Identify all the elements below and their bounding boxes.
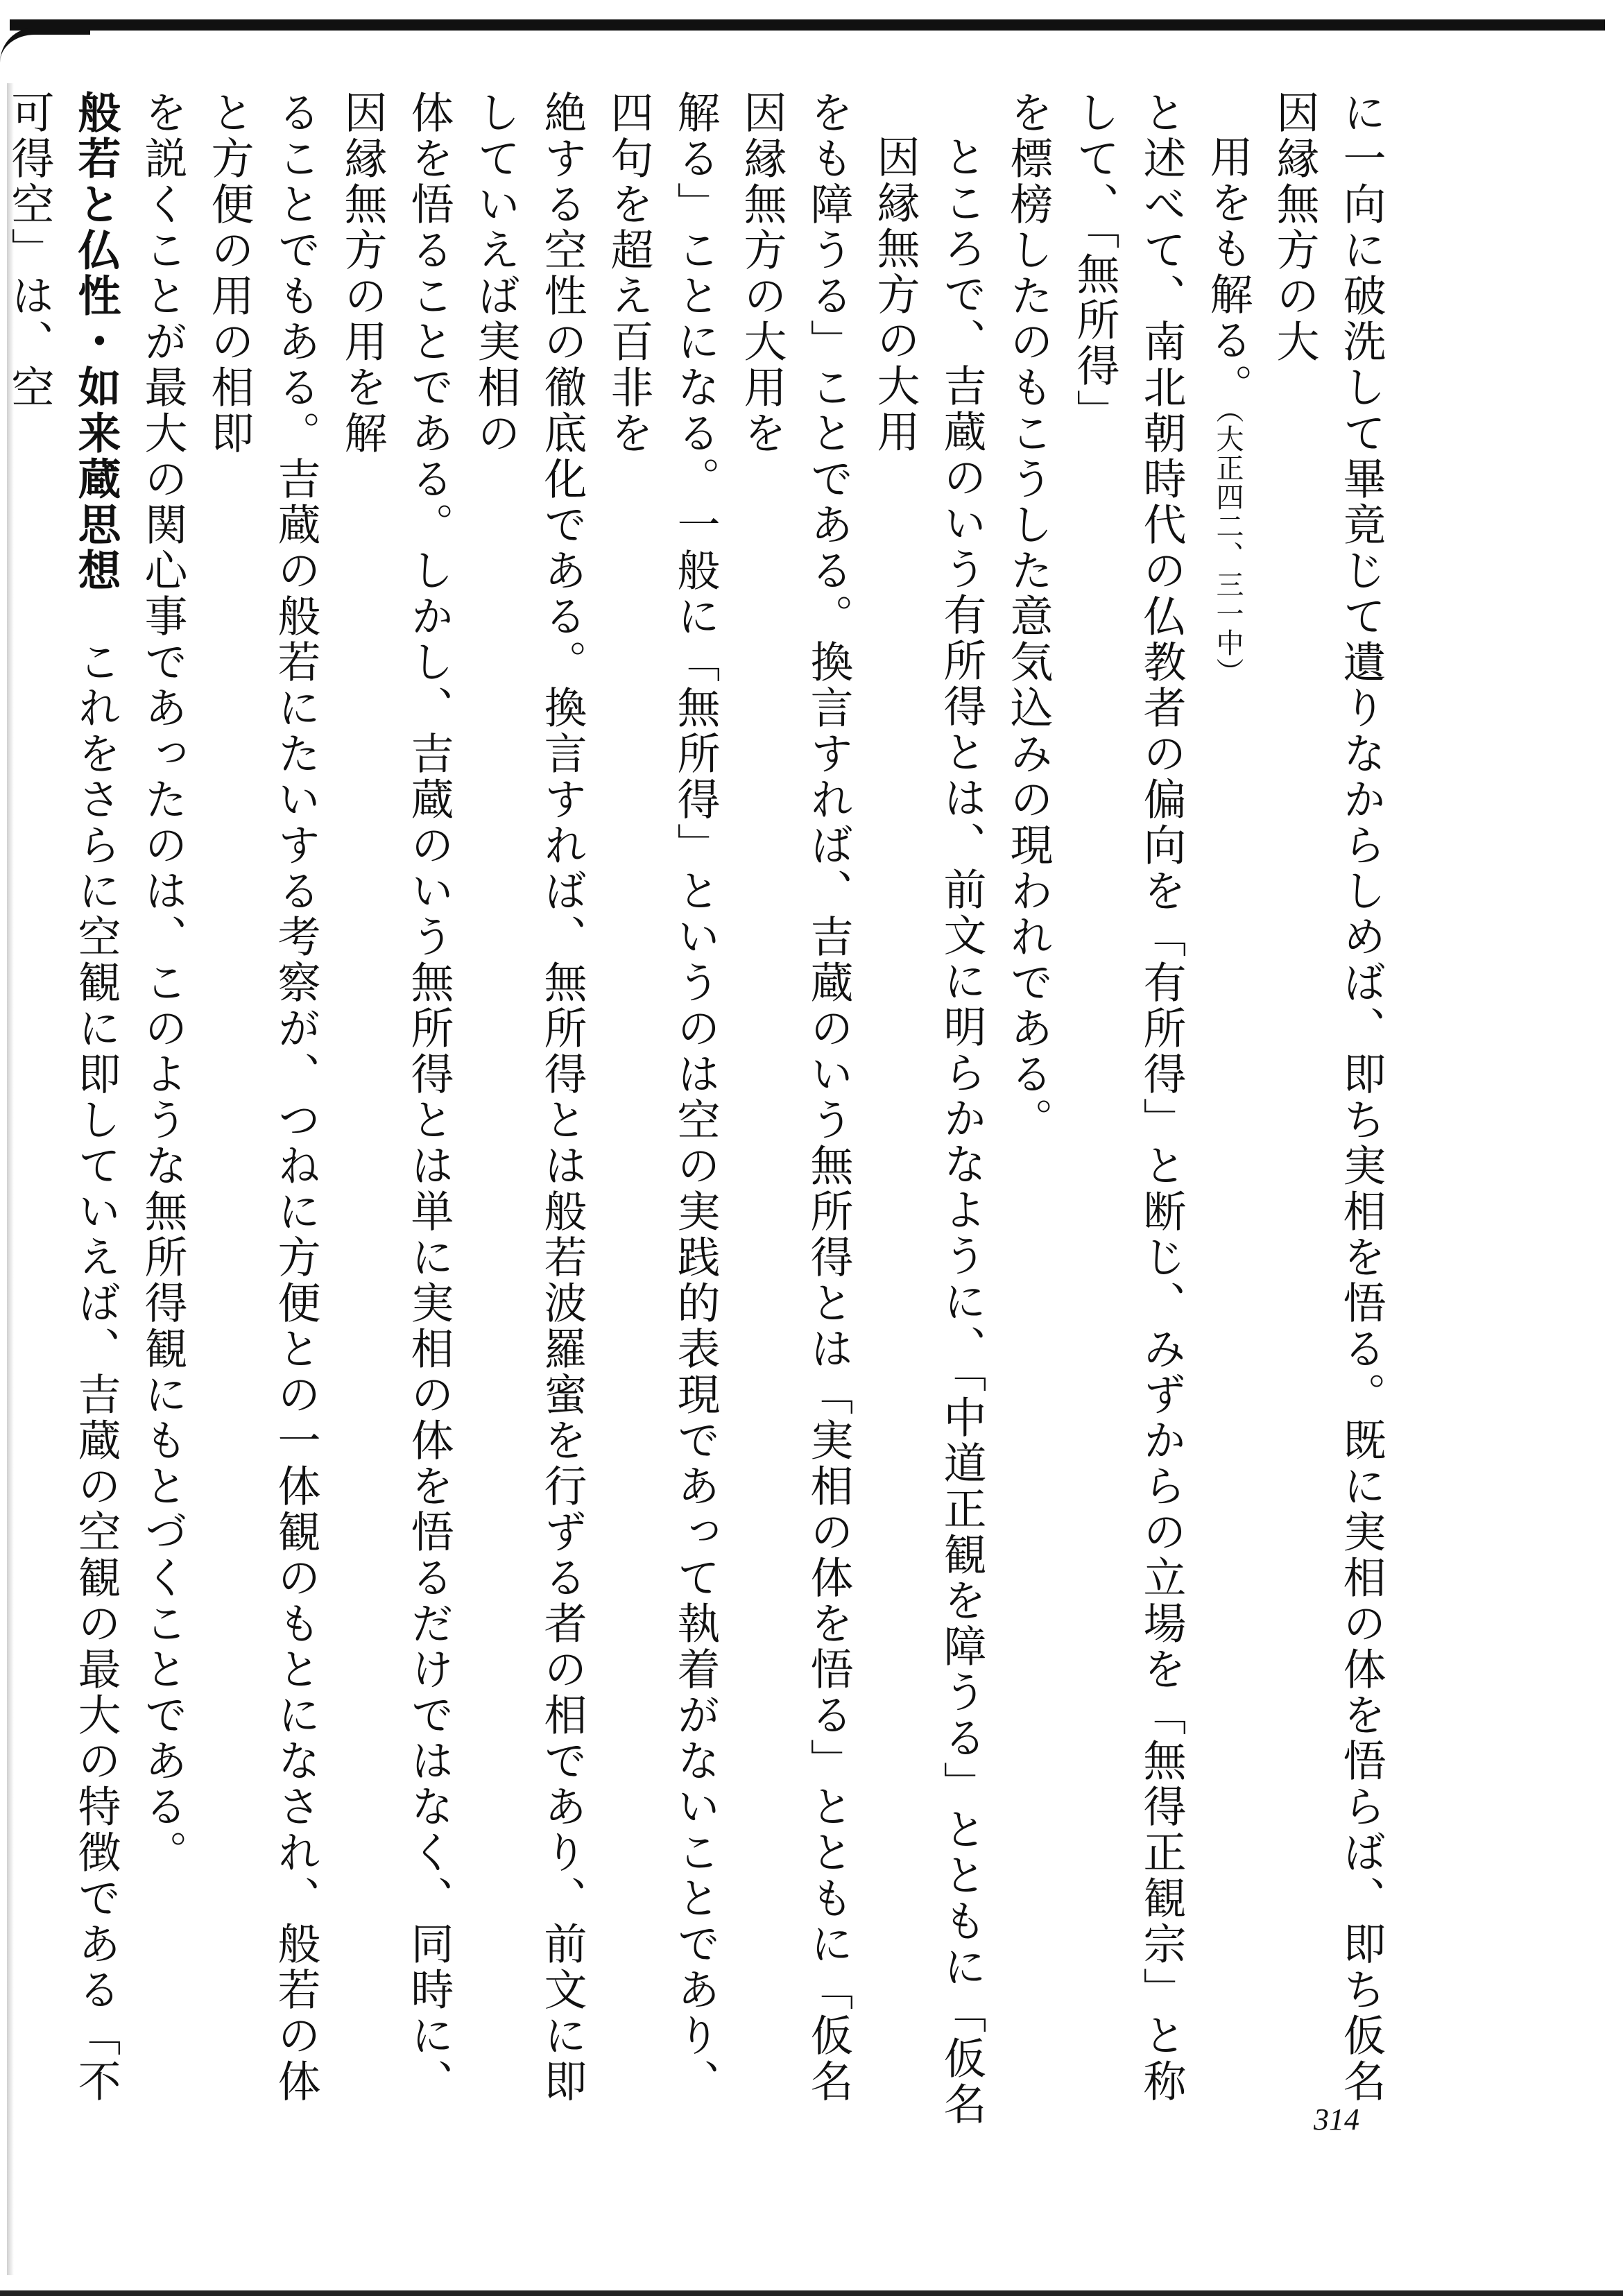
text-line: ところで、吉蔵のいう有所得とは、前文に明らかなように、「中道正観を障うる」とともに「仮名因縁無方の大用 bbox=[870, 135, 987, 2127]
citation: （大正四二、三一中） bbox=[1212, 409, 1244, 687]
top-rule bbox=[10, 19, 1605, 31]
text-line: を説くことが最大の関心事であったのは、このような無所得観にもとづくことである。 bbox=[137, 90, 188, 1876]
page-text bbox=[4, 90, 1394, 2130]
page-number: 314 bbox=[1314, 2102, 1359, 2136]
text-line: 体を悟ることである。しかし、吉蔵のいう無所得とは単に実相の体を悟るだけではなく、同時に、因縁無方の用を解 bbox=[337, 90, 454, 2105]
text-line: 解る」ことになる。一般に「無所得」というのは空の実践的表現であって執着がないことであり、四句を超え百非を bbox=[603, 90, 721, 2105]
text-line: をも障うる」ことである。換言すれば、吉蔵のいう無所得とは「実相の体を悟る」とともに「仮名因縁無方の大用を bbox=[737, 90, 854, 2105]
top-rule-hook bbox=[0, 28, 90, 62]
bottom-rule bbox=[0, 2290, 1623, 2296]
text-line: と述べて、南北朝時代の仏教者の偏向を「有所得」と断じ、みずからの立場を「無得正観宗」と称して、「無所得」 bbox=[1070, 90, 1187, 2105]
text-line: ることでもある。吉蔵の般若にたいする考察が、つねに方便との一体観のもとになされ、般若の体と方便の用の相即 bbox=[204, 90, 321, 2105]
section-heading: 般若と仏性・如来蔵思想 bbox=[71, 90, 121, 594]
text-line: 用をも解る。（大正四二、三一中） bbox=[1203, 135, 1253, 687]
text-line: 絶する空性の徹底化である。換言すれば、無所得とは般若波羅蜜を行ずる者の相であり、前文に即していえば実相の bbox=[470, 90, 587, 2105]
text-line: を標榜したのもこうした意気込みの現われである。 bbox=[1003, 90, 1054, 1143]
text-line: に一向に破洗して畢竟じて遺りなからしめば、即ち実相を悟る。既に実相の体を悟らば、即ち仮名因縁無方の大 bbox=[1269, 90, 1386, 2105]
text-line: 般若と仏性・如来蔵思想 これをさらに空観に即していえば、吉蔵の空観の最大の特徴である「不可得空」は、空 bbox=[4, 90, 121, 2105]
